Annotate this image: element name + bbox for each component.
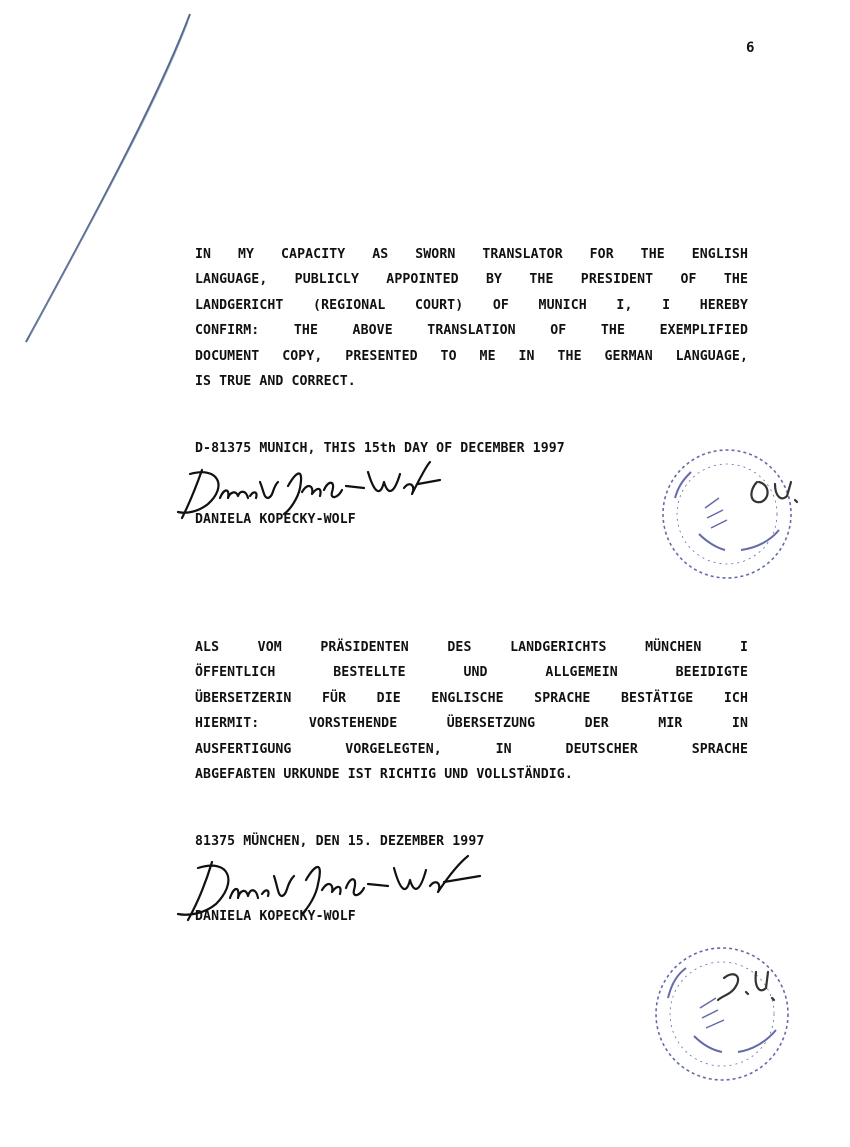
certificate-line: IN MY CAPACITY AS SWORN TRANSLATOR FOR THE ENGLISH: [195, 247, 748, 262]
certificate-line: ABGEFAßTEN URKUNDE IST RICHTIG UND VOLLSTÄNDIG.: [195, 767, 573, 783]
certificate-line: AUSFERTIGUNG VORGELEGTEN, IN DEUTSCHER SPRACHE: [195, 741, 748, 757]
certificate-line: HIERMIT: VORSTEHENDE ÜBERSETZUNG DER MIR IN: [195, 716, 748, 732]
official-seal-stamp-icon: [645, 438, 805, 588]
certificate-line: LANDGERICHT (REGIONAL COURT) OF MUNICH I, I HEREBY: [195, 297, 748, 313]
page-number: 6: [746, 40, 755, 56]
official-seal-stamp-icon: [638, 932, 798, 1092]
german-certificate-paragraph: [195, 635, 748, 787]
german-signatory-name: DANIELA KOPECKY-WOLF: [195, 909, 356, 924]
pen-stroke-mark: [0, 0, 220, 360]
german-place-date: 81375 MÜNCHEN, DEN 15. DEZEMBER 1997: [195, 834, 485, 849]
certificate-line: LANGUAGE, PUBLICLY APPOINTED BY THE PRESIDENT OF THE: [195, 272, 748, 288]
certificate-line: DOCUMENT COPY, PRESENTED TO ME IN THE GERMAN LANGUAGE,: [195, 348, 748, 364]
english-place-date: D-81375 MUNICH, THIS 15th DAY OF DECEMBER 1997: [195, 441, 565, 456]
certificate-line: CONFIRM: THE ABOVE TRANSLATION OF THE EXEMPLIFIED: [195, 323, 748, 339]
english-certificate-paragraph: [195, 242, 748, 394]
certificate-line: ÖFFENTLICH BESTELLTE UND ALLGEMEIN BEEIDIGTE: [195, 665, 748, 681]
certificate-line: ALS VOM PRÄSIDENTEN DES LANDGERICHTS MÜNCHEN I: [195, 640, 748, 655]
certificate-line: IS TRUE AND CORRECT.: [195, 374, 356, 390]
english-signatory-name: DANIELA KOPECKY-WOLF: [195, 512, 356, 527]
certificate-line: ÜBERSETZERIN FÜR DIE ENGLISCHE SPRACHE BESTÄTIGE ICH: [195, 690, 748, 706]
